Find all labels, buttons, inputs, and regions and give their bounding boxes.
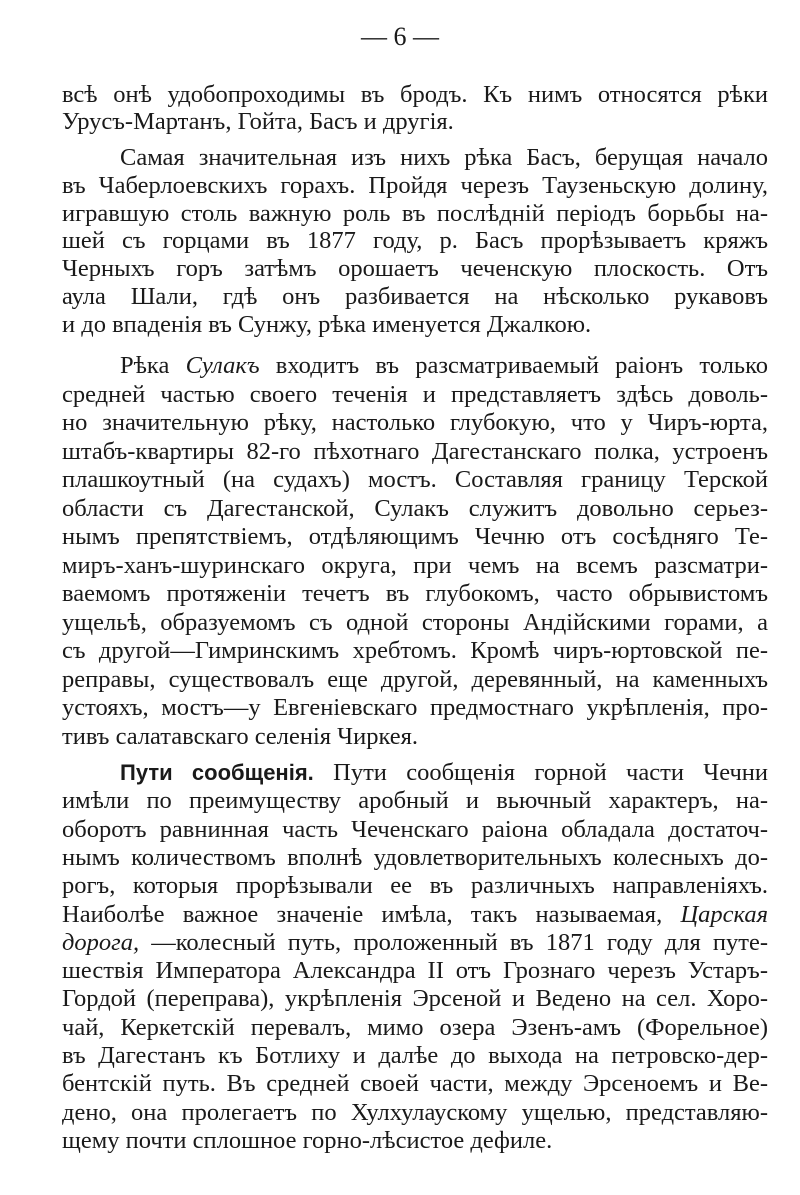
text-line (62, 1014, 768, 1042)
text-line (62, 409, 768, 437)
text-segment: миръ-ханъ-шуринскаго округа, при чемъ на всемъ разсматри- (62, 551, 768, 579)
text-line (62, 227, 768, 255)
text-segment: и до впаденія въ Сунжу, рѣка именуется Джалкою. (62, 310, 592, 338)
text-line (62, 609, 768, 637)
text-segment: Урусъ-Мартанъ, Гойта, Басъ и другія. (62, 108, 454, 135)
text-segment: плашкоутный (на судахъ) мостъ. Составляя границу Терской (62, 466, 768, 493)
italic-text: Сулакъ (185, 352, 260, 379)
text-segment: аула Шали, гдѣ онъ разбивается на нѣсколько рукавовъ (62, 283, 768, 310)
text-line (62, 929, 768, 957)
text-line (62, 723, 768, 751)
text-line (62, 985, 768, 1013)
text-line (62, 552, 768, 580)
text-line (62, 816, 768, 844)
text-segment: нымъ количествомъ вполнѣ удовлетворительныхъ колесныхъ до- (62, 843, 768, 871)
text-segment: бентскій путь. Въ средней своей части, между Эрсеноемъ и Ве- (62, 1070, 768, 1098)
text-line (62, 283, 768, 311)
page-number: — 6 — (361, 22, 439, 51)
text-line (62, 81, 768, 109)
text-segment: дено, она пролегаетъ по Хулхулаускому ущелью, представляю- (62, 1098, 768, 1126)
text-line (62, 438, 768, 466)
text-segment: ваемомъ протяженіи течетъ въ глубокомъ, часто обрывистомъ (62, 580, 768, 607)
text-segment: съ другой—Гимринскимъ хребтомъ. Кромѣ чиръ-юртовской пе- (62, 637, 768, 664)
text-line (62, 381, 768, 409)
text-line (62, 495, 768, 523)
text-segment: чай, Керкетскій перевалъ, мимо озера Эзенъ-амъ (Форельное) (62, 1013, 768, 1041)
text-line (62, 844, 768, 872)
text-segment: входитъ въ разсматриваемый раіонъ только (259, 352, 768, 379)
text-segment: Черныхъ горъ затѣмъ орошаетъ чеченскую плоскость. Отъ (62, 255, 768, 283)
text-line (62, 901, 768, 929)
text-line (62, 466, 768, 494)
text-segment: средней частью своего теченія и представляетъ здѣсь доволь- (62, 380, 768, 408)
text-line (62, 787, 768, 815)
text-line (62, 666, 768, 694)
text-segment: штабъ-квартиры 82-го пѣхотнаго Дагестанскаго полка, устроенъ (62, 437, 768, 465)
text-line (120, 759, 768, 787)
text-line (62, 200, 768, 228)
text-segment: Рѣка (120, 352, 186, 379)
text-line (62, 637, 768, 665)
text-segment: Гордой (переправа), укрѣпленія Эрсеной и Ведено на сел. Хоро- (62, 985, 768, 1013)
text-segment: въ Чаберлоевскихъ горахъ. Пройдя черезъ Таузеньскую долину, (62, 171, 768, 199)
text-segment: имѣли по преимуществу аробный и вьючный характеръ, на- (62, 787, 768, 815)
text-segment: устояхъ, мостъ—у Евгеніевскаго предмостнаго укрѣпленія, про- (62, 694, 768, 721)
text-segment: тивъ салатавскаго селенія Чиркея. (62, 722, 419, 750)
text-line (62, 172, 768, 200)
text-line (62, 255, 768, 283)
text-segment: шествія Императора Александра II отъ Грознаго черезъ Устаръ- (62, 957, 768, 985)
text-segment: реправы, существовалъ еще другой, деревянный, на каменныхъ (62, 665, 768, 693)
text-line (62, 1070, 768, 1098)
text-line (62, 872, 768, 900)
text-line (62, 694, 768, 722)
text-segment: нымъ препятствіемъ, отдѣляющимъ Чечню отъ сосѣдняго Те- (62, 523, 768, 550)
text-segment: игравшую столь важную роль въ послѣдній періодъ борьбы на- (62, 199, 768, 227)
text-line (62, 311, 768, 339)
text-segment: шей съ горцами въ 1877 году, р. Басъ прорѣзываетъ кряжъ (62, 227, 768, 255)
text-line (62, 580, 768, 608)
text-segment: но значительную рѣку, настолько глубокую, что у Чиръ-юрта, (62, 409, 768, 436)
text-segment: щему почти сплошное горно-лѣсистое дефиле. (62, 1126, 553, 1154)
text-segment: —колесный путь, проложенный въ 1871 году для путе- (139, 928, 768, 956)
italic-text: дорога, (62, 928, 140, 956)
text-segment: Пути сообщенія горной части Чечни (313, 759, 769, 786)
text-line (62, 523, 768, 551)
text-segment: оборотъ равнинная часть Чеченскаго раіона обладала достаточ- (62, 815, 768, 843)
text-line (62, 1042, 768, 1070)
text-segment: въ Дагестанъ къ Ботлиху и далѣе до выхода на петровско-дер- (62, 1042, 768, 1069)
text-line (62, 1099, 768, 1127)
text-line (62, 1127, 768, 1155)
text-line (120, 144, 768, 172)
text-line (62, 957, 768, 985)
text-segment: рогъ, которыя прорѣзывали ее въ различныхъ направленіяхъ. (62, 872, 768, 900)
italic-text: Царская (680, 900, 768, 928)
text-line (62, 108, 768, 136)
section-heading: Пути сообщенія. (120, 760, 314, 785)
text-segment: всѣ онѣ удобопроходимы въ бродъ. Къ нимъ относятся рѣки (62, 81, 768, 108)
text-segment: Самая значительная изъ нихъ рѣка Басъ, берущая начало (120, 144, 768, 171)
text-segment: Наиболѣе важное значеніе имѣла, такъ называемая, (62, 900, 681, 928)
text-line (120, 352, 768, 380)
text-segment: области съ Дагестанской, Сулакъ служитъ довольно серьез- (62, 494, 768, 522)
text-segment: ущельѣ, образуемомъ съ одной стороны Андійскими горами, а (62, 608, 768, 636)
